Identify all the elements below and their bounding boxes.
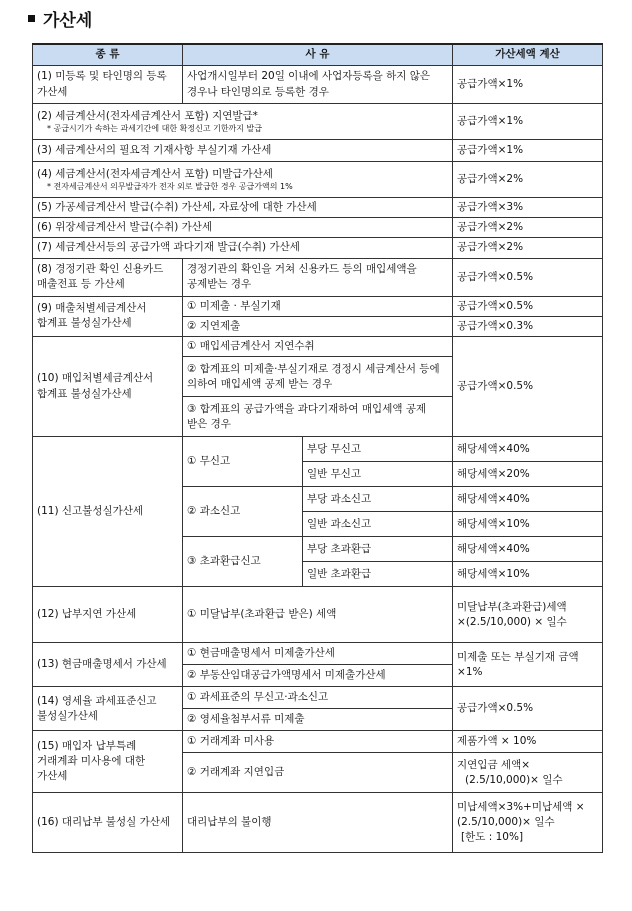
row-reason: ① 매입세금계산서 지연수취: [183, 337, 453, 357]
row-calc-line: 지연입금 세액×: [457, 758, 531, 771]
row-type: (14) 영세율 과세표준신고 불성실가산세: [33, 687, 183, 731]
row-type: (7) 세금계산서등의 공급가액 과다기재 발급(수취) 가산세: [33, 238, 453, 258]
row-type: (5) 가공세금계산서 발급(수취) 가산세, 자료상에 대한 가산세: [33, 198, 453, 218]
row-reason: ② 영세율첨부서류 미제출: [183, 709, 453, 731]
row-calc: 공급가액×0.5%: [453, 296, 603, 316]
table-row: [33, 140, 603, 162]
row-type: (12) 납부지연 가산세: [33, 587, 183, 643]
row-group: ③ 초과환급신고: [183, 537, 303, 587]
row-calc: 공급가액×2%: [453, 162, 603, 198]
row-type: (8) 경정기관 확인 신용카드 매출전표 등 가산세: [33, 258, 183, 296]
row-group: ② 과소신고: [183, 487, 303, 537]
row-reason: ① 과세표준의 무신고·과소신고: [183, 687, 453, 709]
table-row: [33, 337, 603, 357]
table-row: [33, 104, 603, 140]
row-type-text: (2) 세금계산서(전자세금계산서 포함) 지연발급*: [37, 109, 258, 122]
row-reason: ② 합계표의 미제출·부실기재로 경정시 세금계산서 등에 의하여 매입세액 공제 받는 경우: [183, 357, 453, 397]
row-calc: 공급가액×0.5%: [453, 258, 603, 296]
row-type: (15) 매입자 납부특례 거래계좌 미사용에 대한 가산세: [33, 731, 183, 793]
table-row: [33, 66, 603, 104]
row-type: (9) 매출처별세금계산서 합계표 불성실가산세: [33, 296, 183, 336]
row-reason: ② 지연제출: [183, 316, 453, 336]
row-calc: 공급가액×2%: [453, 238, 603, 258]
table-row: [33, 258, 603, 296]
row-group: ① 무신고: [183, 437, 303, 487]
row-type: (11) 신고불성실가산세: [33, 437, 183, 587]
row-type: (1) 미등록 및 타인명의 등록 가산세: [33, 66, 183, 104]
row-reason: ② 거래계좌 지연입금: [183, 753, 453, 793]
row-calc-limit: [한도 : 10%]: [461, 831, 524, 844]
row-calc: 공급가액×1%: [453, 104, 603, 140]
row-type: (3) 세금계산서의 필요적 기재사항 부실기재 가산세: [33, 140, 453, 162]
row-calc: 미달납부(초과환급)세액 ×(2.5/10,000) × 일수: [453, 587, 603, 643]
row-reason: ① 현금매출명세서 미제출가산세: [183, 643, 453, 665]
row-subtype: 부당 무신고: [303, 437, 453, 462]
row-calc: 공급가액×0.5%: [453, 687, 603, 731]
row-calc: 해당세액×10%: [453, 512, 603, 537]
table-row: [33, 437, 603, 462]
row-type: (10) 매입처별세금계산서 합계표 불성실가산세: [33, 337, 183, 437]
row-calc: [453, 793, 603, 853]
row-reason: ① 미달납부(초과환급 받은) 세액: [183, 587, 453, 643]
row-calc: 미제출 또는 부실기재 금액×1%: [453, 643, 603, 687]
table-row: [33, 198, 603, 218]
table-row: [33, 687, 603, 709]
table-row: [33, 793, 603, 853]
table-row: [33, 162, 603, 198]
row-subtype: 일반 과소신고: [303, 512, 453, 537]
table-row: [33, 238, 603, 258]
row-reason: 경정기관의 확인을 거쳐 신용카드 등의 매입세액을 공제받는 경우: [183, 258, 453, 296]
table-row: [33, 643, 603, 665]
row-note: * 공급시기가 속하는 과세기간에 대한 확정신고 기한까지 발급: [47, 123, 262, 133]
row-calc: 공급가액×1%: [453, 140, 603, 162]
row-subtype: 부당 과소신고: [303, 487, 453, 512]
table-row: [33, 587, 603, 643]
header-type: 종 류: [33, 44, 183, 66]
row-type: (6) 위장세금계산서 발급(수취) 가산세: [33, 218, 453, 238]
row-calc: 공급가액×0.3%: [453, 316, 603, 336]
row-reason: ② 부동산임대공급가액명세서 미제출가산세: [183, 665, 453, 687]
table-row: [33, 296, 603, 316]
row-calc: 제품가액 × 10%: [453, 731, 603, 753]
row-reason: 사업개시일부터 20일 이내에 사업자등록을 하지 않은 경우나 타인명의로 등록한 경우: [183, 66, 453, 104]
row-calc: 해당세액×40%: [453, 487, 603, 512]
square-bullet-icon: [28, 15, 35, 22]
row-type: (16) 대리납부 불성실 가산세: [33, 793, 183, 853]
row-type: [33, 104, 453, 140]
row-reason: 대리납부의 불이행: [183, 793, 453, 853]
section-heading: [28, 6, 92, 31]
row-subtype: 부당 초과환급: [303, 537, 453, 562]
row-calc: 공급가액×2%: [453, 218, 603, 238]
table-header-row: [33, 44, 603, 66]
row-calc: 공급가액×0.5%: [453, 337, 603, 437]
header-reason: 사 유: [183, 44, 453, 66]
row-calc: 공급가액×3%: [453, 198, 603, 218]
row-type-text: (4) 세금계산서(전자세금계산서 포함) 미발급가산세: [37, 167, 273, 180]
row-note: * 전자세금계산서 의무발급자가 전자 외로 발급한 경우 공급가액의 1%: [47, 181, 293, 191]
header-calc: 가산세액 계산: [453, 44, 603, 66]
row-reason: ③ 합계표의 공급가액을 과다기재하여 매입세액 공제 받은 경우: [183, 397, 453, 437]
row-type: [33, 162, 453, 198]
row-subtype: 일반 초과환급: [303, 562, 453, 587]
section-title: 가산세: [43, 11, 93, 31]
row-calc-line: (2.5/10,000)× 일수: [465, 773, 563, 786]
row-type: (13) 현금매출명세서 가산세: [33, 643, 183, 687]
row-reason: ① 미제출 · 부실기재: [183, 296, 453, 316]
row-calc: 해당세액×40%: [453, 537, 603, 562]
penalty-tax-table: [32, 43, 603, 853]
row-calc: 공급가액×1%: [453, 66, 603, 104]
table-row: [33, 218, 603, 238]
row-calc: 해당세액×20%: [453, 462, 603, 487]
row-calc: 해당세액×40%: [453, 437, 603, 462]
row-reason: ① 거래계좌 미사용: [183, 731, 453, 753]
row-subtype: 일반 무신고: [303, 462, 453, 487]
row-calc: [453, 753, 603, 793]
row-calc: 해당세액×10%: [453, 562, 603, 587]
table-row: [33, 731, 603, 753]
row-calc-line: 미납세액×3%+미납세액 × (2.5/10,000)× 일수: [457, 800, 585, 829]
